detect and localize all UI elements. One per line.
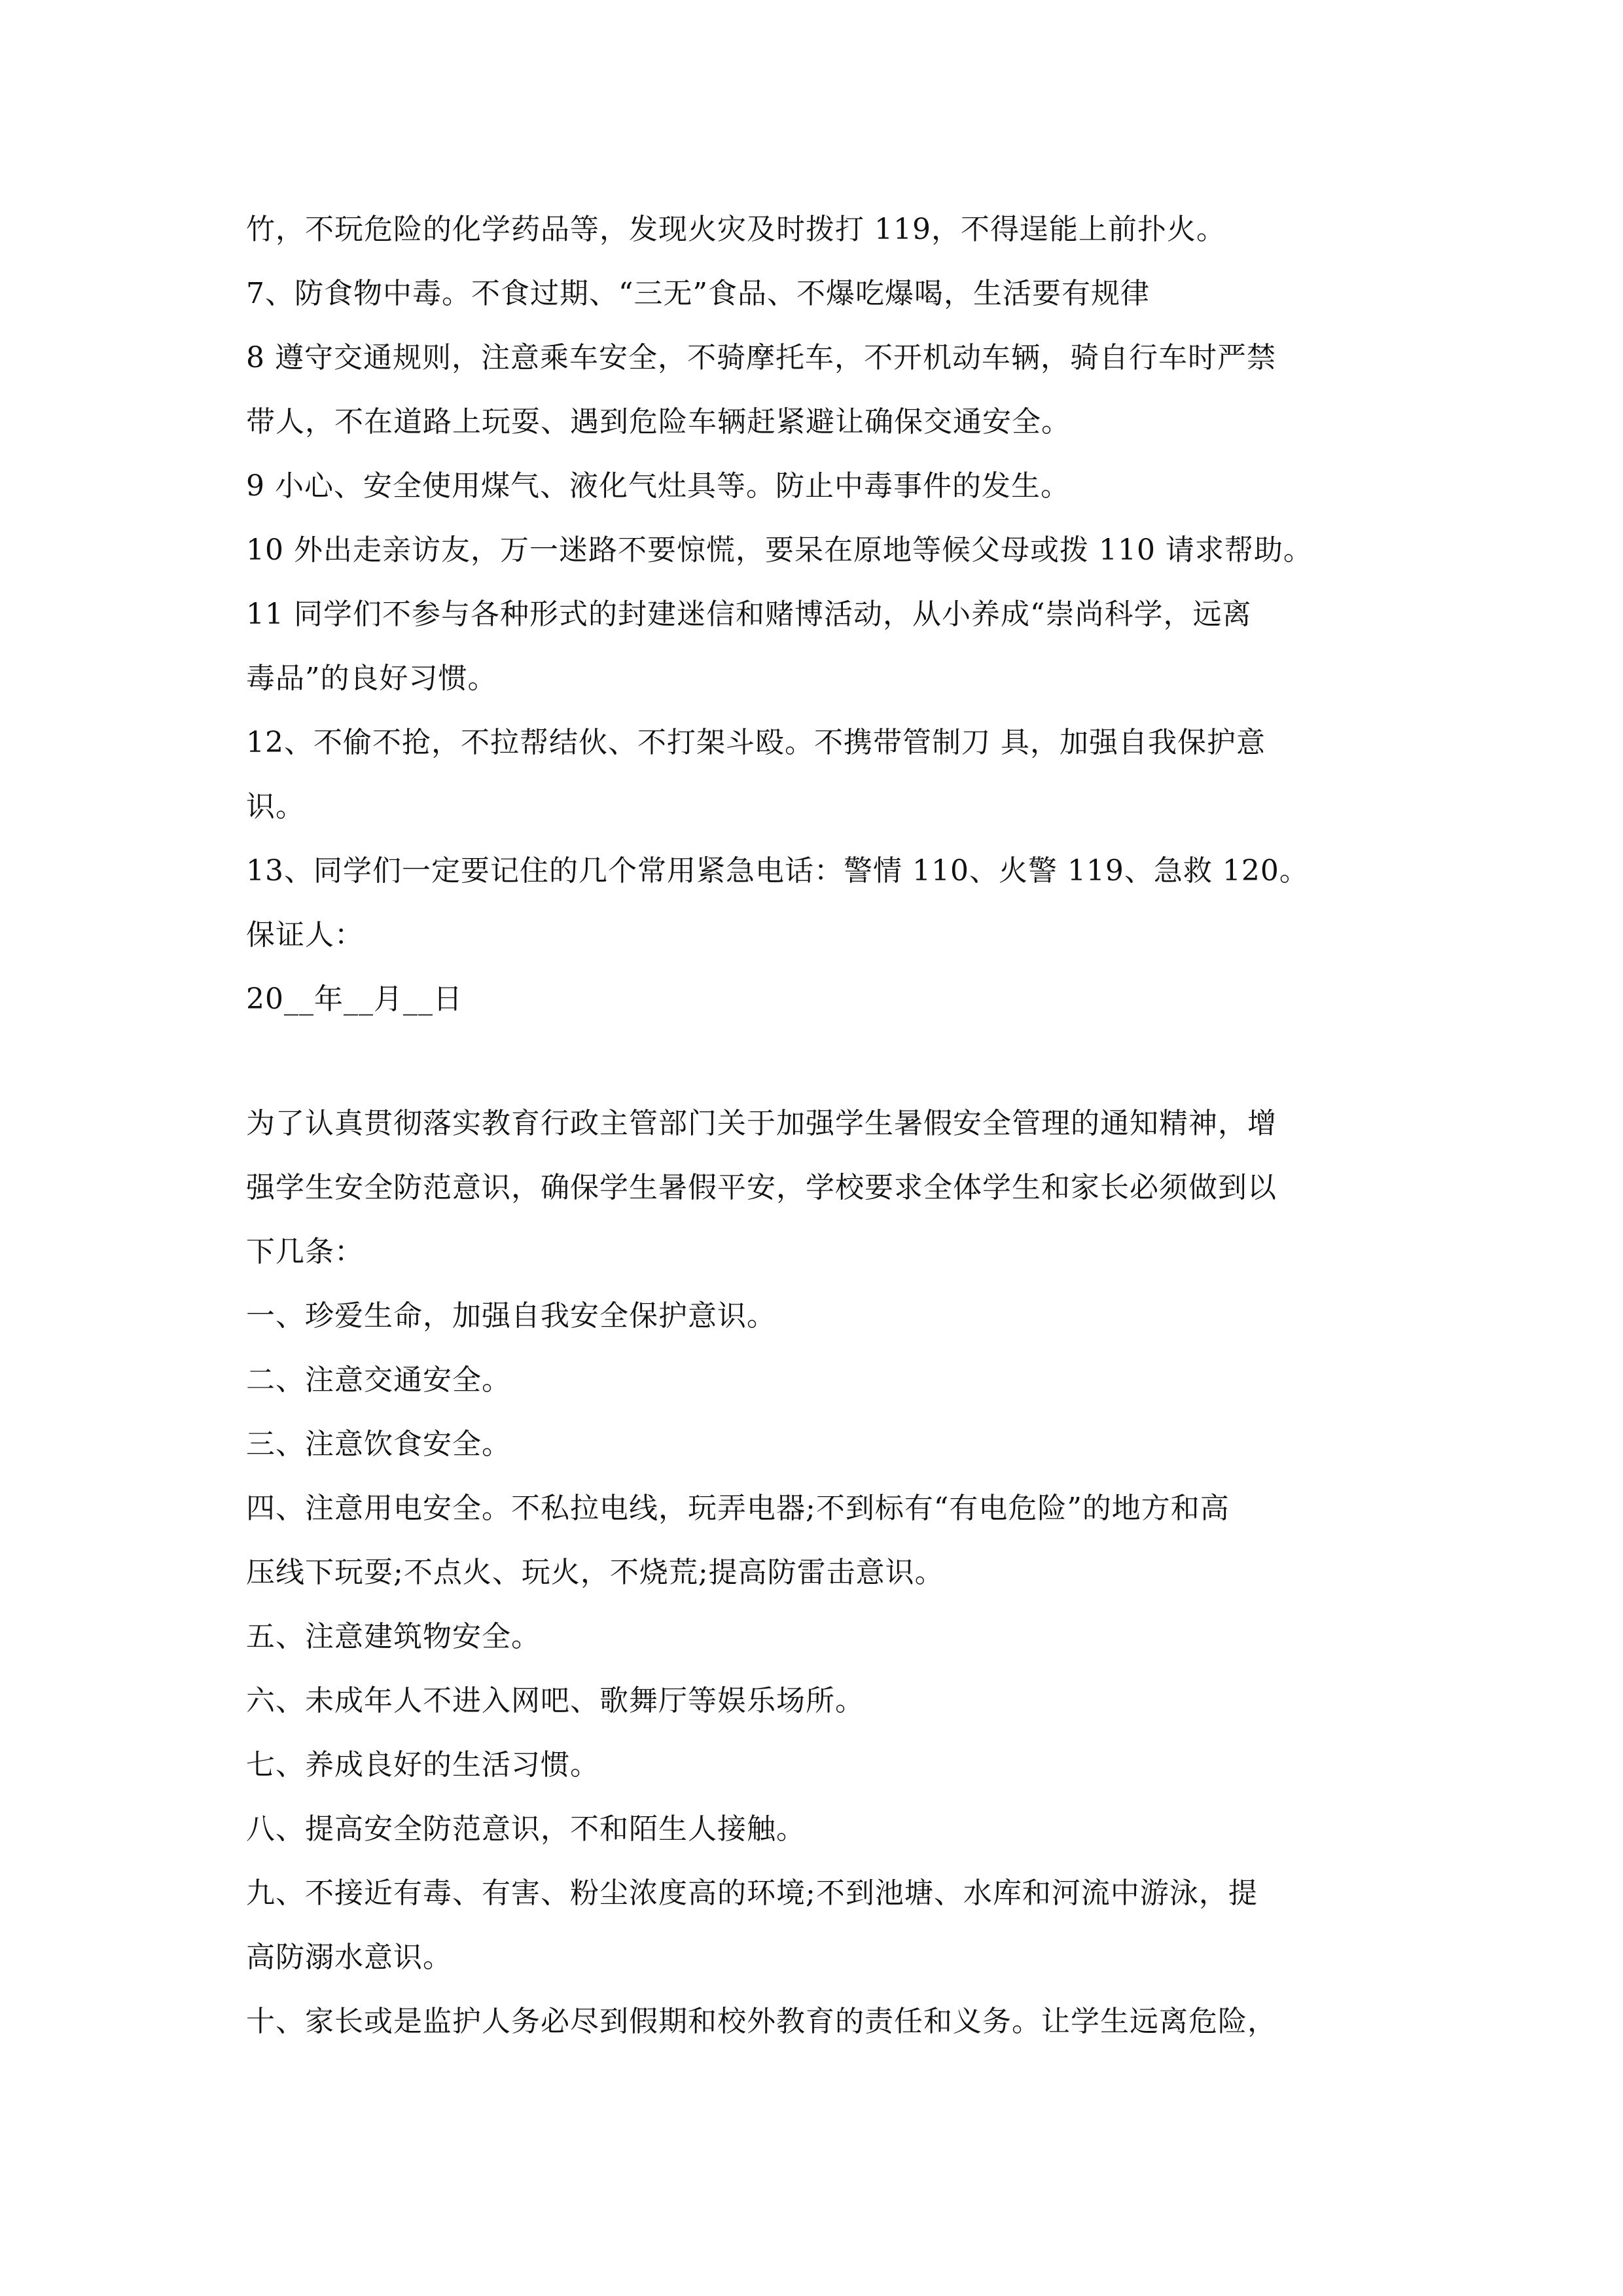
text-line: 带人，不在道路上玩耍、遇到危险车辆赶紧避让确保交通安全。 bbox=[246, 405, 1071, 439]
section-summer-safety-notice bbox=[246, 1092, 1385, 2054]
text-line: 12、不偷不抢，不拉帮结伙、不打架斗殴。不携带管制刀 具，加强自我保护意 bbox=[246, 726, 1266, 759]
text-line: 强学生安全防范意识，确保学生暑假平安，学校要求全体学生和家长必须做到以 bbox=[246, 1171, 1277, 1204]
text-line: 为了认真贯彻落实教育行政主管部门关于加强学生暑假安全管理的通知精神，增 bbox=[246, 1107, 1277, 1140]
text-line: 11 同学们不参与各种形式的封建迷信和赌博活动，从小养成“崇尚科学，远离 bbox=[246, 598, 1252, 631]
text-line: 8 遵守交通规则，注意乘车安全，不骑摩托车，不开机动车辆，骑自行车时严禁 bbox=[246, 341, 1276, 374]
text-line: 二、注意交通安全。 bbox=[246, 1363, 511, 1397]
text-line: 三、注意饮食安全。 bbox=[246, 1427, 511, 1461]
text-line: 一、珍爱生命，加强自我安全保护意识。 bbox=[246, 1299, 776, 1333]
text-line: 九、不接近有毒、有害、粉尘浓度高的环境;不到池塘、水库和河流中游泳，提 bbox=[246, 1876, 1258, 1910]
date-line: 20__年__月__日 bbox=[246, 982, 463, 1016]
guarantor-label: 保证人： bbox=[246, 918, 364, 952]
text-line: 压线下玩耍;不点火、玩火，不烧荒;提高防雷击意识。 bbox=[246, 1556, 944, 1589]
section-safety-rules bbox=[246, 198, 1385, 1031]
text-line: 四、注意用电安全。不私拉电线，玩弄电器;不到标有“有电危险”的地方和高 bbox=[246, 1492, 1230, 1525]
text-line: 下几条： bbox=[246, 1235, 364, 1268]
text-line: 9 小心、安全使用煤气、液化气灶具等。防止中毒事件的发生。 bbox=[246, 469, 1070, 503]
text-line: 竹，不玩危险的化学药品等，发现火灾及时拨打 119，不得逞能上前扑火。 bbox=[246, 213, 1226, 246]
text-line: 十、家长或是监护人务必尽到假期和校外教育的责任和义务。让学生远离危险， bbox=[246, 2005, 1277, 2038]
text-line: 7、防食物中毒。不食过期、“三无”食品、不爆吃爆喝，生活要有规律 bbox=[246, 277, 1150, 310]
text-line: 13、同学们一定要记住的几个常用紧急电话：警情 110、火警 119、急救 120。 bbox=[246, 854, 1309, 888]
text-line: 六、未成年人不进入网吧、歌舞厅等娱乐场所。 bbox=[246, 1684, 865, 1717]
text-line: 八、提高安全防范意识，不和陌生人接触。 bbox=[246, 1812, 806, 1846]
text-line: 五、注意建筑物安全。 bbox=[246, 1620, 541, 1653]
text-line: 10 外出走亲访友，万一迷路不要惊慌，要呆在原地等候父母或拨 110 请求帮助。 bbox=[246, 533, 1313, 567]
text-line: 毒品”的良好习惯。 bbox=[246, 662, 497, 695]
text-line: 高防溺水意识。 bbox=[246, 1941, 452, 1974]
text-line: 识。 bbox=[246, 790, 305, 823]
text-line: 七、养成良好的生活习惯。 bbox=[246, 1748, 599, 1782]
